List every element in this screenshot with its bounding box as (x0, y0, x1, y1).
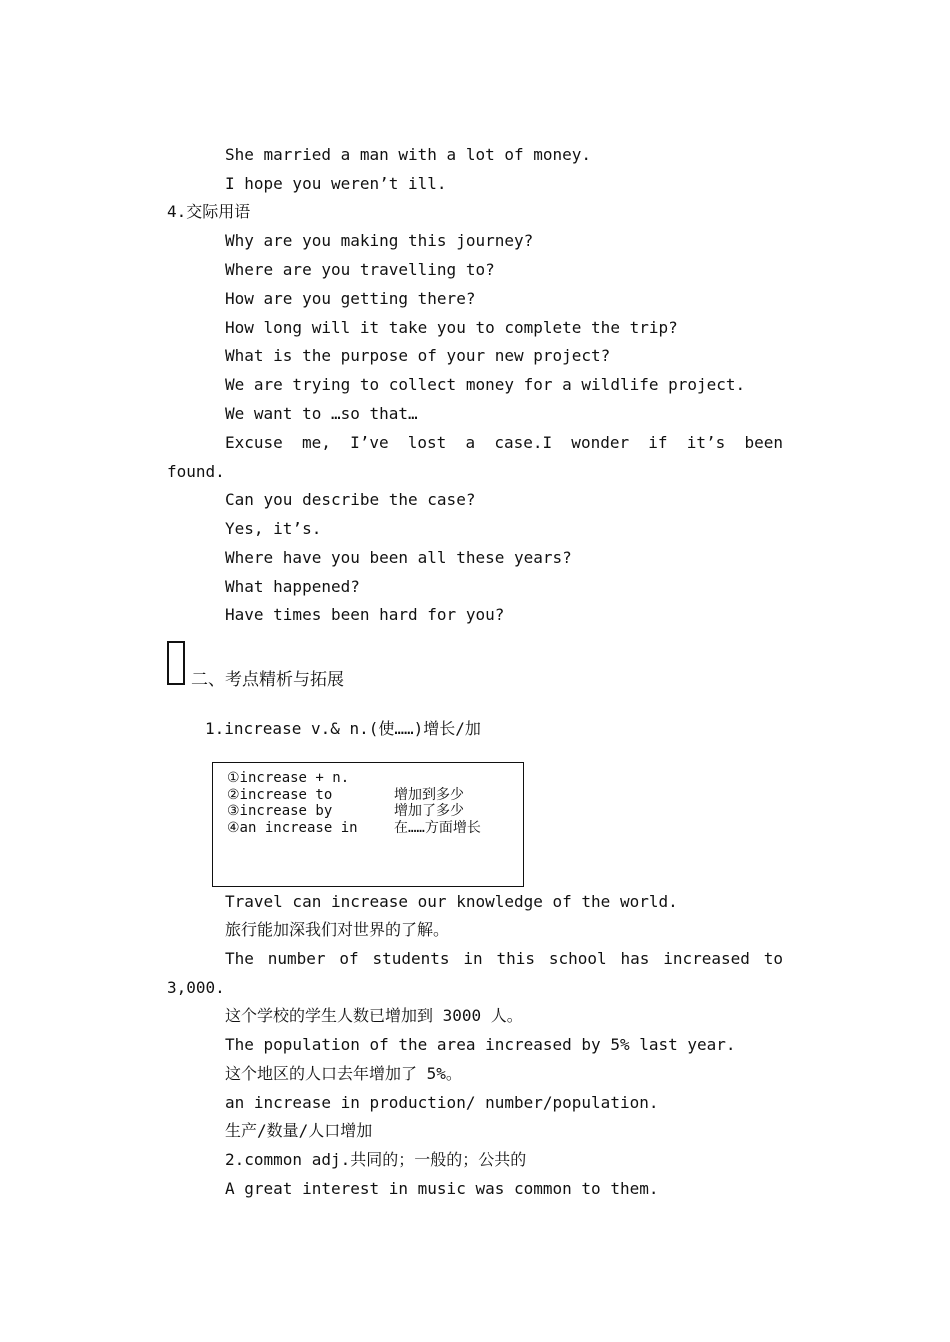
vocab-item-common: 2.common adj.共同的；一般的；公共的 (225, 1150, 527, 1169)
example-en: Travel can increase our knowledge of the world. (225, 892, 678, 911)
vocab-item-increase: 1.increase v.& n.(使……)增长/加 (205, 719, 481, 738)
section-heading-key-points: 二、考点精析与拓展 (191, 670, 344, 690)
example-en-justified: The number of students in this school has increased to (225, 949, 783, 968)
usage-meaning: 增加到多少 (394, 787, 464, 803)
usage-pattern: ①increase + n. (227, 770, 350, 786)
phrase-line: Where have you been all these years? (225, 548, 572, 567)
phrase-line: Why are you making this journey? (225, 231, 534, 250)
phrase-line-continuation: found. (167, 462, 225, 481)
example-en: A great interest in music was common to them. (225, 1179, 659, 1198)
phrase-line: Can you describe the case? (225, 490, 476, 509)
usage-pattern: ②increase to (227, 787, 333, 803)
phrase-line: Yes, it’s. (225, 519, 322, 538)
phrase-line: How long will it take you to complete the trip? (225, 318, 678, 337)
usage-meaning: 在……方面增长 (394, 820, 481, 836)
example-en: The population of the area increased by 5% last year. (225, 1035, 736, 1054)
phrase-line: What happened? (225, 577, 360, 596)
section-heading-communication: 4.交际用语 (167, 202, 251, 221)
example-en: an increase in production/ number/population. (225, 1093, 659, 1112)
usage-pattern: ④an increase in (227, 820, 358, 836)
phrase-line: We are trying to collect money for a wildlife project. (225, 375, 746, 394)
example-cn: 这个地区的人口去年增加了 5%。 (225, 1064, 462, 1083)
example-cn: 生产/数量/人口增加 (225, 1121, 373, 1140)
phrase-line-justified: Excuse me, I’ve lost a case.I wonder if it’s been (225, 433, 783, 452)
heading-marker-box (167, 641, 185, 685)
example-sentence: She married a man with a lot of money. (225, 145, 592, 164)
usage-meaning: 增加了多少 (394, 803, 464, 819)
phrase-line: Have times been hard for you? (225, 605, 505, 624)
phrase-line: Where are you travelling to? (225, 260, 495, 279)
usage-box (212, 762, 524, 887)
example-en-continuation: 3,000. (167, 978, 225, 997)
example-sentence: I hope you weren’t ill. (225, 174, 447, 193)
phrase-line: What is the purpose of your new project? (225, 346, 611, 365)
usage-pattern: ③increase by (227, 803, 333, 819)
phrase-line: How are you getting there? (225, 289, 476, 308)
phrase-line: We want to …so that… (225, 404, 418, 423)
example-cn: 这个学校的学生人数已增加到 3000 人。 (225, 1006, 523, 1025)
example-cn: 旅行能加深我们对世界的了解。 (225, 920, 450, 939)
